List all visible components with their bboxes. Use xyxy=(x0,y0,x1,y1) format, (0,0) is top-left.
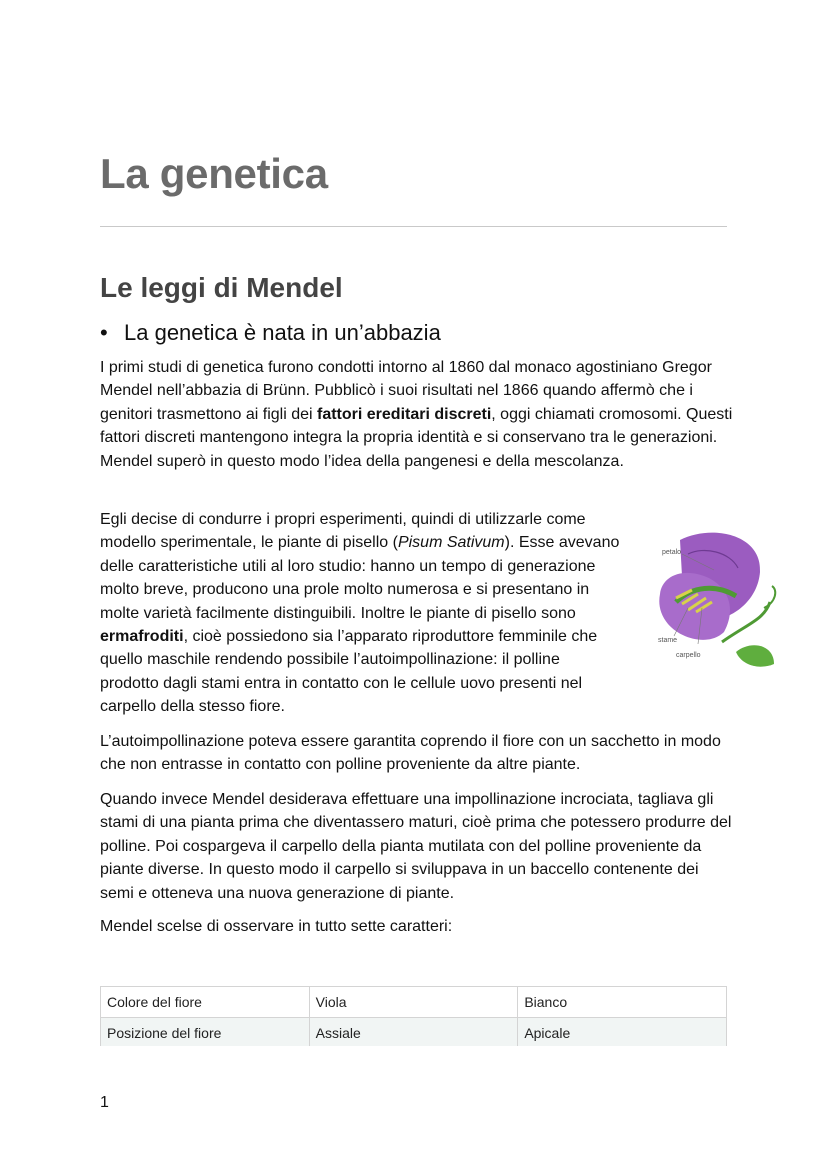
paragraph-self-pollination: L’autoimpollinazione poteva essere garantita coprendo il fiore con un sacchetto in modo che non entrasse in contatto con polline proveniente da altre piante. xyxy=(100,733,721,774)
page-title: La genetica xyxy=(100,150,328,197)
paragraph-cross-pollination: Quando invece Mendel desiderava effettuare una impollinazione incrociata, tagliava gli stami di una pianta prima che diventassero maturi, cioè prima che potessero produrre del polline. Poi cospargeva il carpello della pianta mutilata con del polline proveniente da piante diverse. In questo modo il carpello si sviluppava in un baccello contenente dei semi e otteneva una nuova generazione di piante. xyxy=(100,791,732,902)
petal-label: petalo xyxy=(662,549,682,556)
paragraph-intro xyxy=(100,356,735,473)
bullet-icon: • xyxy=(100,320,108,345)
section-title: Le leggi di Mendel xyxy=(100,272,343,303)
table-cell: Apicale xyxy=(518,1018,727,1056)
page-break-mask xyxy=(100,1046,728,1066)
paragraph-traits-intro: Mendel scelse di osservare in tutto sette caratteri: xyxy=(100,918,453,935)
paragraph-text: ). Esse avevano delle caratteristiche utili al loro studio: hanno un tempo di generazione molto breve, producono una prole molto numerosa e si presentano in molte varietà facilmente distinguibili. Inoltre le piante di pisello sono xyxy=(100,534,620,622)
paragraph-text: I primi studi di genetica furono condotti intorno al 1860 dal monaco agostiniano Gregor Mendel nell’abbazia di Brünn. Pubblicò i suoi risultati nel 1866 quando affermò che i genitori trasmettono ai figli dei xyxy=(100,359,712,423)
paragraph-text: , oggi chiamati cromosomi. Questi fattori discreti mantengono integra la propria identità e si conservano tra le generazioni. Mendel superò in questo modo l’idea della pangenesi e della mescolanza. xyxy=(100,405,733,470)
bullet-heading xyxy=(100,320,441,346)
page-number: 1 xyxy=(100,1094,109,1111)
leaf-shape xyxy=(736,645,774,666)
title-divider xyxy=(100,226,727,227)
table-cell: Bianco xyxy=(518,987,727,1018)
carpel-label: carpello xyxy=(676,652,701,659)
bold-term: ermafroditi xyxy=(100,628,184,646)
bold-term: fattori ereditari discreti xyxy=(317,405,492,423)
pea-flower-figure xyxy=(652,524,780,674)
stamen-label: stame xyxy=(658,637,678,644)
table-cell: Posizione del fiore xyxy=(101,1018,310,1056)
paragraph-text: Egli decise di condurre i propri esperimenti, quindi di utilizzarle come modello sperimentale, le piante di pisello ( xyxy=(100,511,586,552)
table-row xyxy=(101,987,727,1018)
table-cell: Viola xyxy=(309,987,518,1018)
bullet-heading-text: La genetica è nata in un’abbazia xyxy=(124,320,441,345)
paragraph-text: , cioè possiedono sia l’apparato riproduttore femminile che quello maschile rendendo possibile l’autoimpollinazione: il polline prodotto dagli stami entra in contatto con le cellule uovo presenti nel carpello della stesso fiore. xyxy=(100,628,598,716)
table-cell: Colore del fiore xyxy=(101,987,310,1018)
italic-species-name: Pisum Sativum xyxy=(397,534,505,552)
paragraph-pea-plants xyxy=(100,508,622,719)
table-cell: Assiale xyxy=(309,1018,518,1056)
tendril-shape xyxy=(764,586,775,608)
